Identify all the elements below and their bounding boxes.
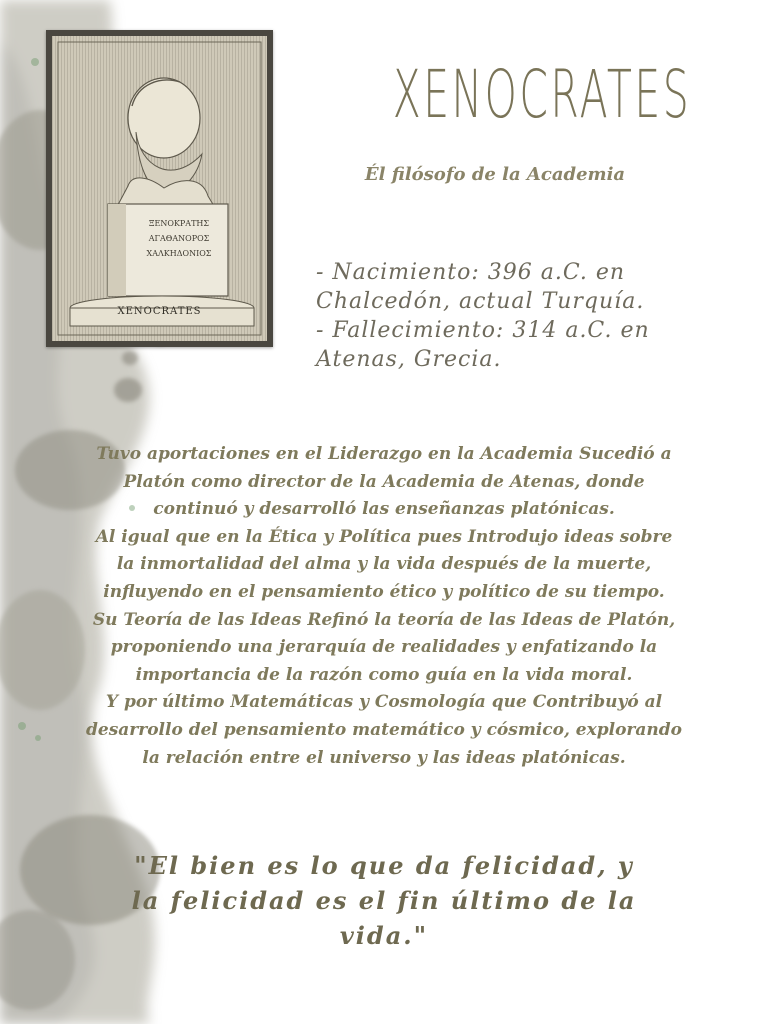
body-line: Tuvo aportaciones en el Liderazgo en la Academia Sucedió a — [96, 444, 672, 464]
body-line: proponiendo una jerarquía de realidades y enfatizando la — [110, 637, 658, 658]
quote-block — [110, 848, 658, 953]
body-line: la inmortalidad del alma y la vida después de la muerte, — [116, 554, 652, 575]
contributions-paragraph — [60, 441, 708, 772]
body-line: Su Teoría de las Ideas Refinó la teoría de las Ideas de Platón, — [92, 609, 676, 630]
body-line: importancia de la razón como guía en la vida moral. — [135, 664, 633, 685]
pedestal-inscription — [124, 216, 234, 261]
body-line: Y por último Matemáticas y Cosmología que Contribuyó al — [105, 692, 663, 713]
body-line: influyendo en el pensamiento ético y político de su tiempo. — [103, 581, 665, 602]
quote-line: la felicidad es el fin último de la — [131, 886, 637, 915]
fact-line: - Nacimiento: 396 a.C. en — [316, 260, 626, 285]
pedestal-line-3: ΧΑΛΚΗΔΟΝΙΟΣ — [146, 249, 212, 258]
pedestal-line-2: ΑΓΑΘΑΝΟΡΟΣ — [148, 234, 210, 243]
body-line: Platón como director de la Academia de Atenas, donde — [123, 471, 645, 492]
bio-facts — [316, 258, 736, 374]
pedestal-line-1: ΞΕΝΟΚΡΑΤΗΣ — [148, 219, 210, 228]
fact-line: Atenas, Grecia. — [316, 347, 502, 372]
body-line: continuó y desarrolló las enseñanzas platónicas. — [153, 499, 615, 520]
plaque-label: XENOCRATES — [117, 306, 202, 317]
portrait-image — [46, 30, 273, 347]
page-subtitle: Él filósofo de la Academia — [364, 164, 626, 185]
body-line: desarrollo del pensamiento matemático y cósmico, explorando — [86, 719, 682, 740]
quote-line: "El bien es lo que da felicidad, y — [134, 851, 634, 880]
quote-line: vida." — [339, 921, 429, 950]
fact-line: Chalcedón, actual Turquía. — [316, 289, 645, 314]
body-line: la relación entre el universo y las ideas platónicas. — [142, 747, 626, 768]
fact-line: - Fallecimiento: 314 a.C. en — [316, 318, 650, 343]
body-line: Al igual que en la Ética y Política pues Introdujo ideas sobre — [95, 526, 673, 547]
page-title: XENOCRATES — [392, 56, 692, 133]
